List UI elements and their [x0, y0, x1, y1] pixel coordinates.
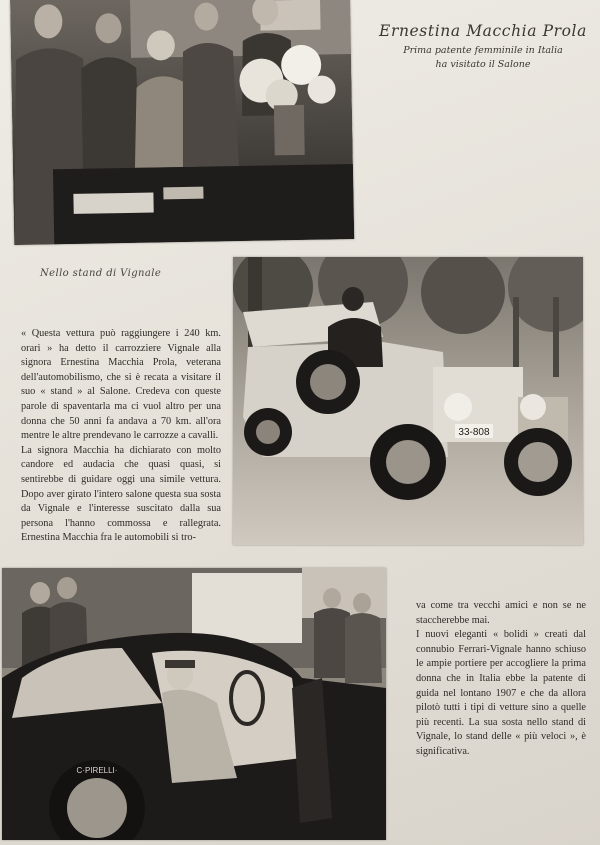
article-paragraph: La signora Macchia ha dichiarato con molto candore ed audacia che quasi quasi, si sentirebbe di guidare oggi una simile vettura. Dopo aver girato l'intero salone questa sua sosta da Vignale e l'interesse suscitato dalla sua persona l'hanno commossa e rallegrata. Ernestina Macchia fra le automobili si tro-	[21, 444, 221, 544]
photo-caption: Nello stand di Vignale	[40, 268, 162, 279]
license-plate: 33-808	[458, 427, 490, 438]
vintage-car-photo	[233, 257, 583, 545]
person-name-title: Ernestina Macchia Prola	[379, 22, 587, 40]
stand-visitors-photo	[10, 0, 354, 245]
article-left-column	[21, 327, 221, 546]
title-block	[378, 22, 588, 72]
article-paragraph: « Questa vettura può raggiungere i 240 km. orari » ha detto il carrozziere Vignale alla signora Ernestina Macchia Prola, veterana dell'automobilismo, che si è recata a visitare il suo « stand » al Salone. Credeva con queste parole di spaventarla ma ci vuol altro per una donna che 50 anni fa andava a 70 km. all'ora mentre le altre prendevano le carrozze a cavalli.	[21, 328, 221, 442]
subtitle-line-2: ha visitato il Salone	[435, 59, 531, 70]
article-paragraph: va come tra vecchi amici e non se ne staccherebbe mai.	[416, 600, 586, 626]
tire-brand-text: C·PIRELLI·	[76, 766, 118, 775]
article-right-column	[416, 599, 586, 760]
sports-car-photo	[2, 568, 386, 840]
subtitle-line-1: Prima patente femminile in Italia	[403, 45, 563, 56]
article-paragraph: I nuovi eleganti « bolidi » creati dal connubio Ferrari-Vignale hanno schiuso le ampie portiere per accogliere la prima donna che in Italia ebbe la patente di guida nel lontano 1907 e che da allora pilotò tutti i tipi di vetture sino a quelle più recenti. La sua sosta nello stand di Vignale, lo stand delle « più veloci », è significativa.	[416, 629, 586, 757]
